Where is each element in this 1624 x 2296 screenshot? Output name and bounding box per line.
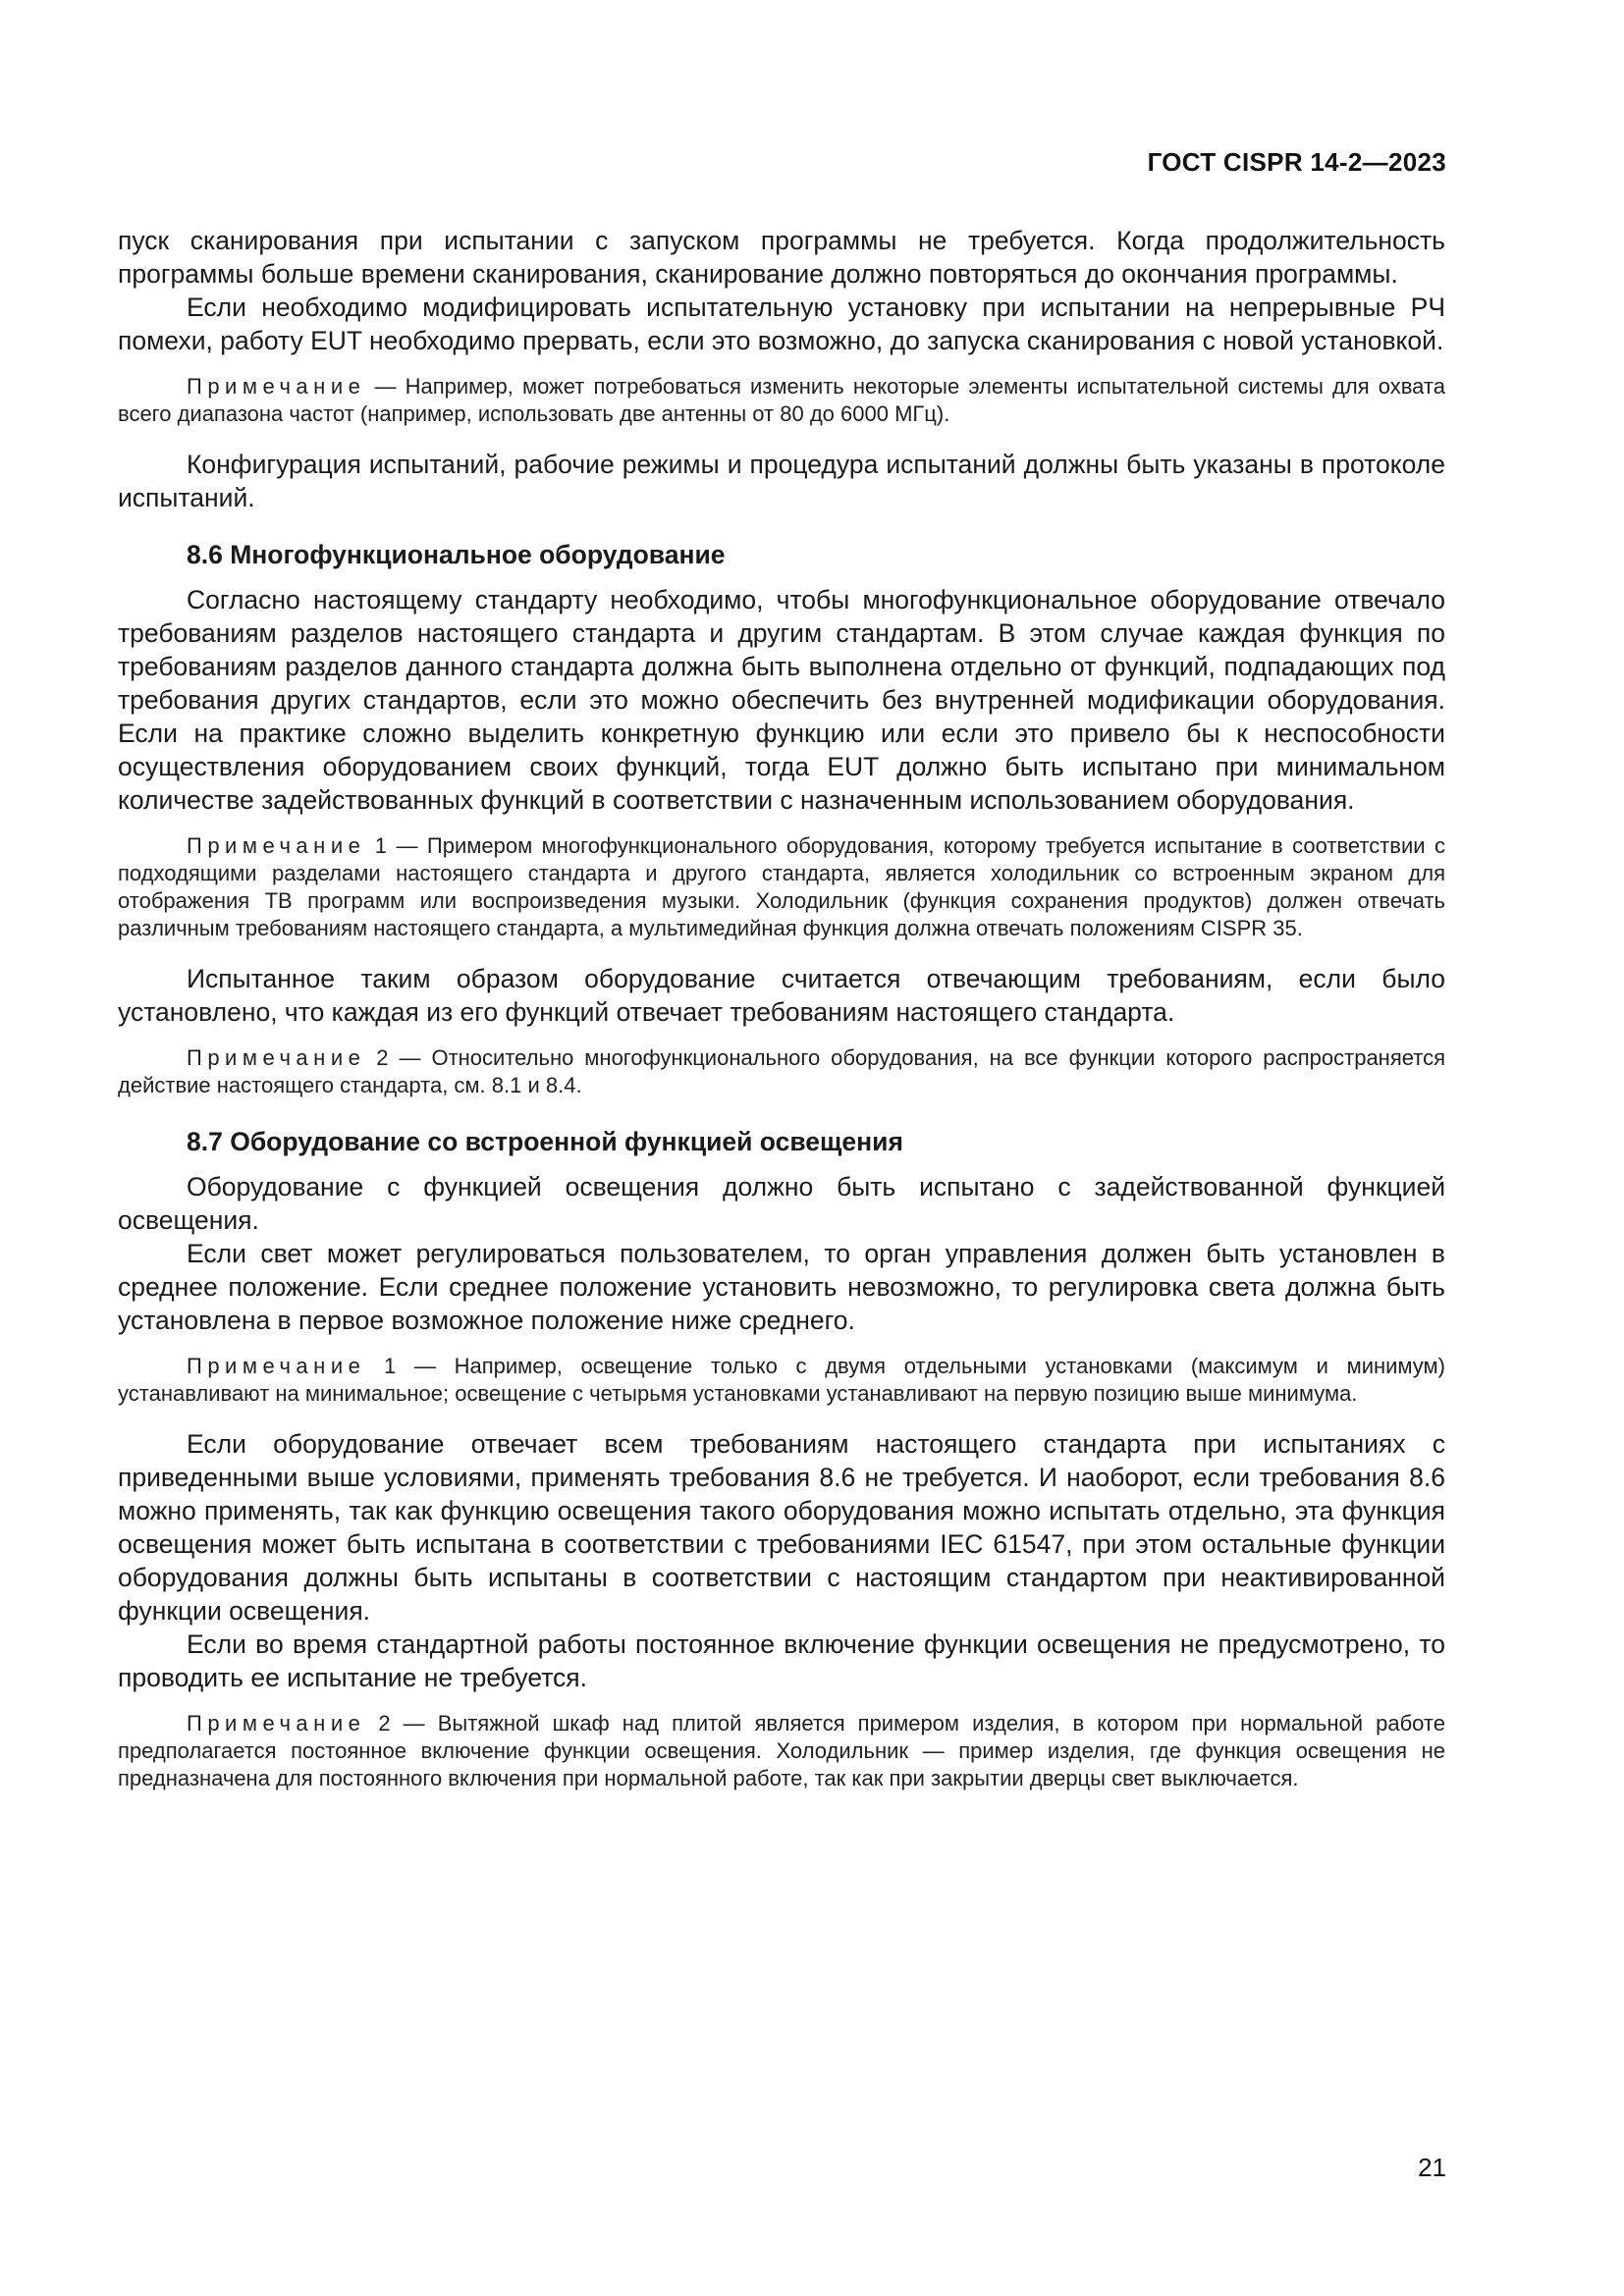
paragraph-lighting-requirements: Если оборудование отвечает всем требованиям настоящего стандарта при испытаниях с приведенными выше условиями, применять требования 8.6 не требуется. И наоборот, если требования 8.6 можно применять, так как функцию освещения такого оборудования можно испытать отдельно, эта функция освещения может быть испытана в соответствии с требованиями IEC 61547, при этом остальные функции оборудования должны быть испытаны в соответствии с настоящим стандартом при неактивированной функции освещения. (118, 1429, 1445, 1626)
note-label: Примечание (187, 1711, 366, 1735)
paragraph-test-configuration: Конфигурация испытаний, рабочие режимы и процедура испытаний должны быть указаны в протоколе испытаний. (118, 450, 1445, 512)
note-lighting-settings (118, 1353, 1445, 1408)
note-text: 1 — Например, освещение только с двумя отдельными установками (максимум и минимум) устанавливают на минимальное; освещение с четырьмя установками устанавливают на первую позицию выше минимума. (118, 1354, 1445, 1406)
note-text: 2 — Относительно многофункционального оборудования, на все функции которого распространяется действие настоящего стандарта, см. 8.1 и 8.4. (118, 1045, 1445, 1097)
note-text: 1 — Примером многофункционального оборудования, которому требуется испытание в соответствии с подходящими разделами настоящего стандарта и другого стандарта, является холодильник со встроенным экраном для отображения ТВ программ или воспроизведения музыки. Холодильник (функция сохранения продуктов) должен отвечать различным требованиям настоящего стандарта, а мультимедийная функция должна отвечать положениям CISPR 35. (118, 833, 1445, 940)
note-multifunction-example (118, 832, 1445, 942)
note-text: — Например, может потребоваться изменить некоторые элементы испытательной системы для охвата всего диапазона частот (например, использовать две антенны от 80 до 6000 МГц). (118, 374, 1445, 426)
paragraph-scan-start: пуск сканирования при испытании с запуском программы не требуется. Когда продолжительность программы больше времени сканирования, сканирование должно повторяться до окончания программы. (118, 226, 1445, 289)
document-header: ГОСТ CISPR 14-2—2023 (1147, 147, 1446, 177)
paragraph-light-regulation: Если свет может регулироваться пользователем, то орган управления должен быть установлен в среднее положение. Если среднее положение установить невозможно, то регулировка света должна быть установлена в первое возможное положение ниже среднего. (118, 1239, 1445, 1335)
note-multifunction-reference (118, 1044, 1445, 1099)
paragraph-constant-lighting: Если во время стандартной работы постоянное включение функции освещения не предусмотрено, то проводить ее испытание не требуется. (118, 1629, 1445, 1692)
section-title-8-6: 8.6 Многофункциональное оборудование (187, 540, 726, 569)
paragraph-lighting-function: Оборудование с функцией освещения должно быть испытано с задействованной функцией освещения. (118, 1172, 1445, 1235)
note-label: Примечание (187, 374, 366, 399)
paragraph-tested-equipment: Испытанное таким образом оборудование считается отвечающим требованиям, если было установлено, что каждая из его функций отвечает требованиям настоящего стандарта. (118, 964, 1445, 1027)
note-text: 2 — Вытяжной шкаф над плитой является примером изделия, в котором при нормальной работе предполагается постоянное включение функции освещения. Холодильник — пример изделия, где функция освещения не предназначена для постоянного включения при нормальной работе, так как при закрытии дверцы свет выключается. (118, 1711, 1445, 1790)
paragraph-multifunction-equipment: Согласно настоящему стандарту необходимо, чтобы многофункциональное оборудование отвечало требованиям разделов настоящего стандарта и другим стандартам. В этом случае каждая функция по требованиям разделов данного стандарта должна быть выполнена отдельно от функций, подпадающих под требования других стандартов, если это можно обеспечить без внутренней модификации оборудования. Если на практике сложно выделить конкретную функцию или если это привело бы к неспособности осуществления оборудованием своих функций, тогда EUT должно быть испытано при минимальном количестве задействованных функций в соответствии с назначенным использованием оборудования. (118, 585, 1445, 815)
note-label: Примечание (187, 1045, 366, 1070)
section-title-8-7: 8.7 Оборудование со встроенной функцией освещения (187, 1127, 903, 1156)
note-antennas (118, 373, 1445, 428)
paragraph-modify-setup: Если необходимо модифицировать испытательную установку при испытании на непрерывные РЧ помехи, работу EUT необходимо прервать, если это возможно, до запуска сканирования с новой установкой. (118, 293, 1445, 355)
page-number: 21 (1418, 2153, 1446, 2182)
note-label: Примечание (187, 1354, 366, 1378)
note-hood-example (118, 1710, 1445, 1792)
note-label: Примечание (187, 833, 366, 858)
page-content (118, 224, 1445, 1812)
